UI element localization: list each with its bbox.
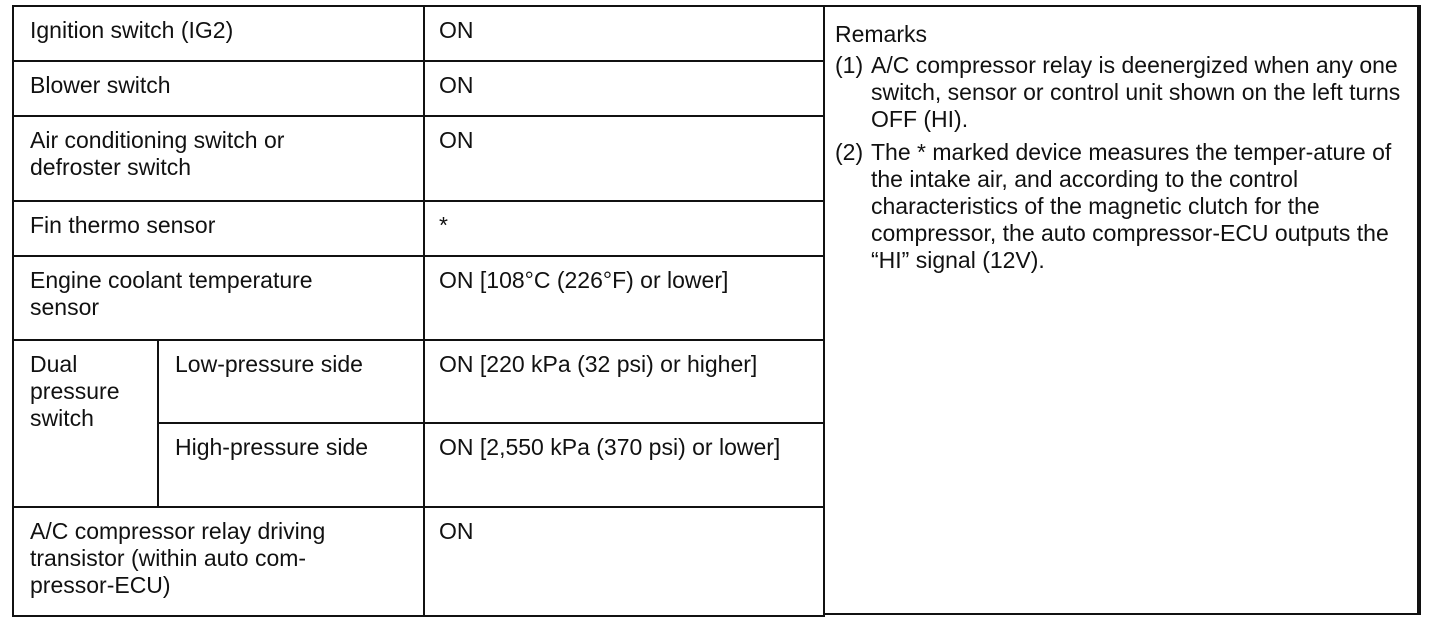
remark-item xyxy=(835,139,1407,274)
state-cell: ON xyxy=(424,116,824,201)
remarks-panel xyxy=(823,5,1421,615)
state-cell: ON xyxy=(424,6,824,61)
component-text: Air conditioning switch or defroster switch xyxy=(30,127,285,180)
component-cell xyxy=(13,256,424,340)
state-text: ON [2,550 kPa (370 psi) or lower] xyxy=(439,434,781,460)
state-cell: ON [108°C (226°F) or lower] xyxy=(424,256,824,340)
state-text: ON [220 kPa (32 psi) or higher] xyxy=(439,351,758,377)
low-side-cell: Low-pressure side xyxy=(158,340,424,423)
table-row xyxy=(13,201,824,256)
state-cell xyxy=(424,423,824,507)
component-text: Engine coolant temperature sensor xyxy=(30,267,313,320)
table-row xyxy=(13,116,824,201)
component-cell xyxy=(13,116,424,201)
component-cell: Blower switch xyxy=(13,61,424,116)
component-text: A/C compressor relay driving transistor (within auto com-pressor-ECU) xyxy=(30,518,326,598)
table-row xyxy=(13,507,824,616)
state-cell: ON xyxy=(424,507,824,616)
table-row xyxy=(13,6,824,61)
remark-text: The * marked device measures the temper-ature of the intake air, and according to the control characteristics of the magnetic clutch for the compressor, the auto compressor-ECU outputs the “HI” signal (12V). xyxy=(871,139,1392,273)
remark-number: (2) xyxy=(835,139,864,165)
remark-item xyxy=(835,52,1407,133)
conditions-table xyxy=(12,5,825,617)
remarks-title: Remarks xyxy=(835,21,928,47)
dual-switch-label-cell xyxy=(13,340,158,507)
component-cell: Ignition switch (IG2) xyxy=(13,6,424,61)
table-row xyxy=(13,256,824,340)
table-row xyxy=(13,61,824,116)
state-cell: * xyxy=(424,201,824,256)
remark-number: (1) xyxy=(835,52,864,78)
component-cell: Fin thermo sensor xyxy=(13,201,424,256)
high-side-cell: High-pressure side xyxy=(158,423,424,507)
state-cell xyxy=(424,340,824,423)
component-cell xyxy=(13,507,424,616)
remark-text: A/C compressor relay is deenergized when any one switch, sensor or control unit shown on the left turns OFF (HI). xyxy=(871,52,1401,132)
dual-switch-label: Dual pressure switch xyxy=(30,351,120,431)
table-row xyxy=(13,340,824,423)
state-cell: ON xyxy=(424,61,824,116)
